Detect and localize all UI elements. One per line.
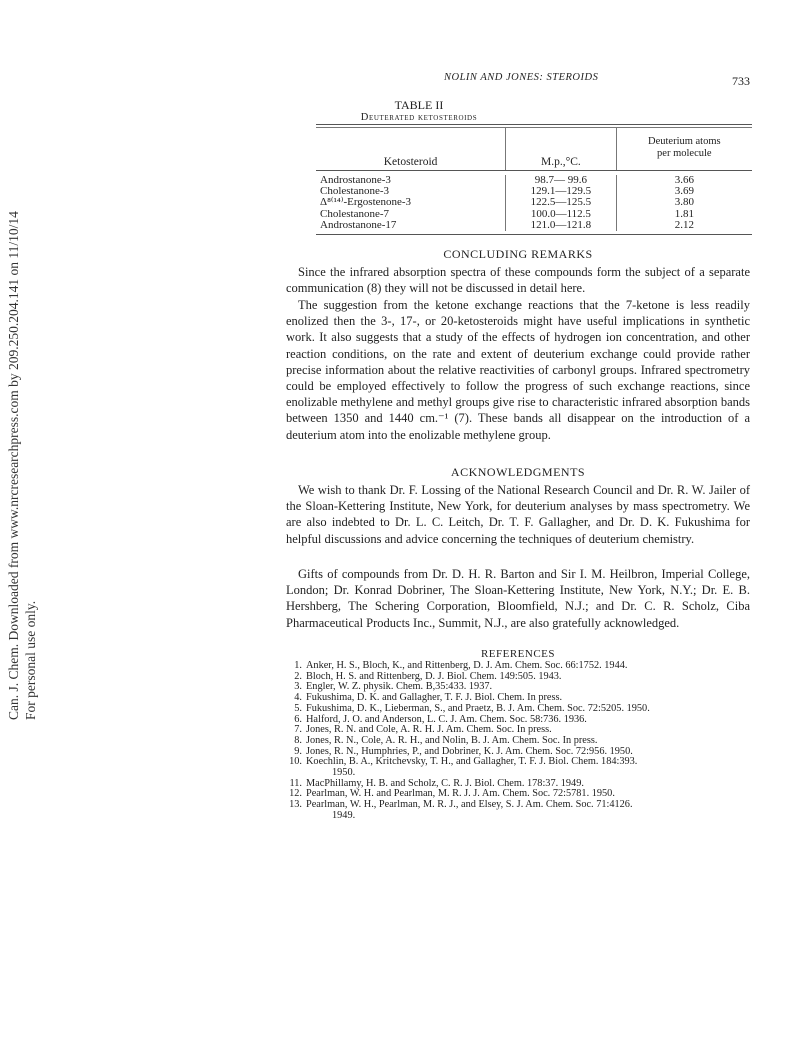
personal-use-notice: For personal use only. bbox=[23, 600, 38, 720]
cell-deuterium: 3.66 bbox=[674, 174, 694, 186]
cell-compound: Cholestanone-7 bbox=[320, 207, 390, 220]
concluding-paragraph-2: The suggestion from the ketone exchange reactions that the 7-ketone is less readily enolized then the 3-, 17-, or 20-ketosteroids might have useful implications in synthetic work. It also suggests that a study of the effects of hydrogen ion concentration, and other reaction conditions, on the rate and extent of deuterium exchange could provide rather precise information about the relative reactivities of carbonyl groups. Infrared spectrometry could be employed effectively to follow the progress of such exchange reactions, since enolizable methylene and methyl groups give rise to characteristic infrared absorption bands between 1350 and 1440 cm.⁻¹ (7). These bands all disappear on the introduction of a deuterium atom into the enolizable methylene group. bbox=[286, 298, 750, 442]
references-heading: REFERENCES bbox=[480, 648, 556, 660]
reference-number: 11. bbox=[289, 777, 302, 789]
reference-number: 4. bbox=[294, 692, 302, 704]
reference-number: 6. bbox=[294, 713, 302, 725]
reference-text bbox=[306, 757, 756, 778]
acknowledgments-paragraph-2: Gifts of compounds from Dr. D. H. R. Barton and Sir I. M. Heilbron, Imperial College, London; Dr. Konrad Dobriner, The Sloan-Kettering Institute, New York, N.Y.; Dr. E. B. Hershberg, The Schering Corporation, Bloomfield, N.J.; and Dr. C. R. Scholz, Ciba Pharmaceutical Products Inc., Summit, N.J., are also gratefully acknowledged. bbox=[286, 567, 750, 630]
reference-text: Bloch, H. S. and Rittenberg, D. J. Biol. Chem. 149:505. 1943. bbox=[306, 670, 562, 682]
reference-number: 13. bbox=[289, 799, 302, 811]
reference-text: MacPhillamy, H. B. and Scholz, C. R. J. Biol. Chem. 178:37. 1949. bbox=[306, 777, 584, 789]
reference-text: Jones, R. N., Cole, A. R. H., and Nolin, B. J. Am. Chem. Soc. In press. bbox=[306, 734, 598, 746]
column-header-deuterium-line1: Deuterium atoms bbox=[648, 136, 721, 147]
cell-compound: Androstanone-17 bbox=[320, 218, 397, 231]
column-header-melting-point: M.p.,°C. bbox=[505, 128, 617, 170]
table-body bbox=[316, 171, 752, 235]
running-head: NOLIN AND JONES: STEROIDS bbox=[444, 72, 599, 83]
column-header-ketosteroid: Ketosteroid bbox=[383, 156, 438, 168]
reference-text: Fukushima, D. K. and Gallagher, T. F. J. Biol. Chem. In press. bbox=[306, 692, 563, 704]
reference-text: Pearlman, W. H. and Pearlman, M. R. J. J. Am. Chem. Soc. 72:5781. 1950. bbox=[306, 788, 615, 800]
table-row bbox=[316, 197, 752, 208]
cell-deuterium: 3.69 bbox=[674, 185, 694, 198]
column-header-deuterium bbox=[617, 128, 752, 170]
cell-compound: Δ⁸⁽¹⁴⁾-Ergostenone-3 bbox=[320, 196, 412, 209]
cell-compound: Cholestanone-3 bbox=[320, 185, 390, 198]
reference-item bbox=[286, 704, 756, 715]
reference-text: Jones, R. N. and Cole, A. R. H. J. Am. Chem. Soc. In press. bbox=[306, 724, 552, 736]
reference-text: Fukushima, D. K., Lieberman, S., and Praetz, B. J. Am. Chem. Soc. 72:5205. 1950. bbox=[306, 702, 650, 714]
table-row bbox=[316, 220, 752, 231]
reference-text-line: Pearlman, W. H., Pearlman, M. R. J., and Elsey, S. J. Am. Chem. Soc. 71:4126. bbox=[306, 799, 633, 811]
reference-item bbox=[286, 800, 756, 821]
reference-number: 8. bbox=[294, 734, 302, 746]
reference-number: 2. bbox=[294, 670, 302, 682]
reference-text: Jones, R. N., Humphries, P., and Dobriner, K. J. Am. Chem. Soc. 72:956. 1950. bbox=[306, 745, 633, 757]
reference-number: 3. bbox=[294, 681, 302, 693]
reference-text-line: Koechlin, B. A., Kritchevsky, T. H., and Gallagher, T. F. J. Biol. Chem. 184:393. bbox=[306, 756, 638, 768]
acknowledgments-heading: ACKNOWLEDGMENTS bbox=[450, 465, 586, 479]
column-header-deuterium-line2: per molecule bbox=[657, 148, 712, 159]
cell-melting-point: 98.7— 99.6 bbox=[505, 175, 616, 186]
concluding-paragraph-1: Since the infrared absorption spectra of these compounds form the subject of a separate communication (8) they will not be discussed in detail here. bbox=[286, 265, 750, 296]
ketosteroid-table bbox=[316, 124, 752, 235]
table-top-rule bbox=[316, 124, 752, 125]
reference-continuation: 1950. bbox=[332, 767, 356, 779]
reference-text: Engler, W. Z. physik. Chem. B,35:433. 1937. bbox=[306, 681, 493, 693]
references-list bbox=[286, 661, 756, 822]
table-label: TABLE II bbox=[394, 98, 444, 112]
reference-number: 7. bbox=[294, 724, 302, 736]
cell-deuterium: 1.81 bbox=[674, 207, 694, 220]
download-notice-line: Can. J. Chem. Downloaded from www.nrcresearchpress.com by 209.250.204.141 on 11/10/14 bbox=[6, 211, 21, 720]
cell-deuterium: 3.80 bbox=[674, 196, 694, 209]
table-header bbox=[316, 128, 752, 171]
download-notice bbox=[2, 211, 42, 720]
reference-text: Anker, H. S., Bloch, K., and Rittenberg, D. J. Am. Chem. Soc. 66:1752. 1944. bbox=[306, 660, 628, 671]
table-caption: Deuterated ketosteroids bbox=[360, 112, 478, 123]
cell-melting-point: 129.1—129.5 bbox=[505, 186, 616, 197]
reference-text bbox=[306, 800, 756, 821]
reference-number: 5. bbox=[294, 702, 302, 714]
concluding-remarks-heading: CONCLUDING REMARKS bbox=[443, 247, 593, 261]
reference-number: 12. bbox=[289, 788, 302, 800]
cell-compound: Androstanone-3 bbox=[320, 174, 391, 186]
reference-number: 10. bbox=[289, 756, 302, 768]
reference-item bbox=[286, 757, 756, 778]
reference-text: Halford, J. O. and Anderson, L. C. J. Am. Chem. Soc. 58:736. 1936. bbox=[306, 713, 587, 725]
page-number: 733 bbox=[732, 74, 750, 88]
acknowledgments-paragraph-1: We wish to thank Dr. F. Lossing of the National Research Council and Dr. R. W. Jailer of the Sloan-Kettering Institute, New York, for deuterium analyses by mass spectrometry. We are also indebted to Dr. L. C. Leitch, Dr. T. F. Gallagher, and Dr. D. K. Fukushima for helpful discussions and advice concerning the techniques of deuterium chemistry. bbox=[286, 483, 750, 546]
cell-melting-point: 100.0—112.5 bbox=[505, 209, 616, 220]
reference-number: 1. bbox=[294, 660, 302, 671]
cell-melting-point: 121.0—121.8 bbox=[505, 220, 616, 231]
reference-continuation: 1949. bbox=[332, 809, 356, 821]
cell-melting-point: 122.5—125.5 bbox=[505, 197, 616, 208]
cell-deuterium: 2.12 bbox=[674, 218, 694, 231]
reference-number: 9. bbox=[294, 745, 302, 757]
